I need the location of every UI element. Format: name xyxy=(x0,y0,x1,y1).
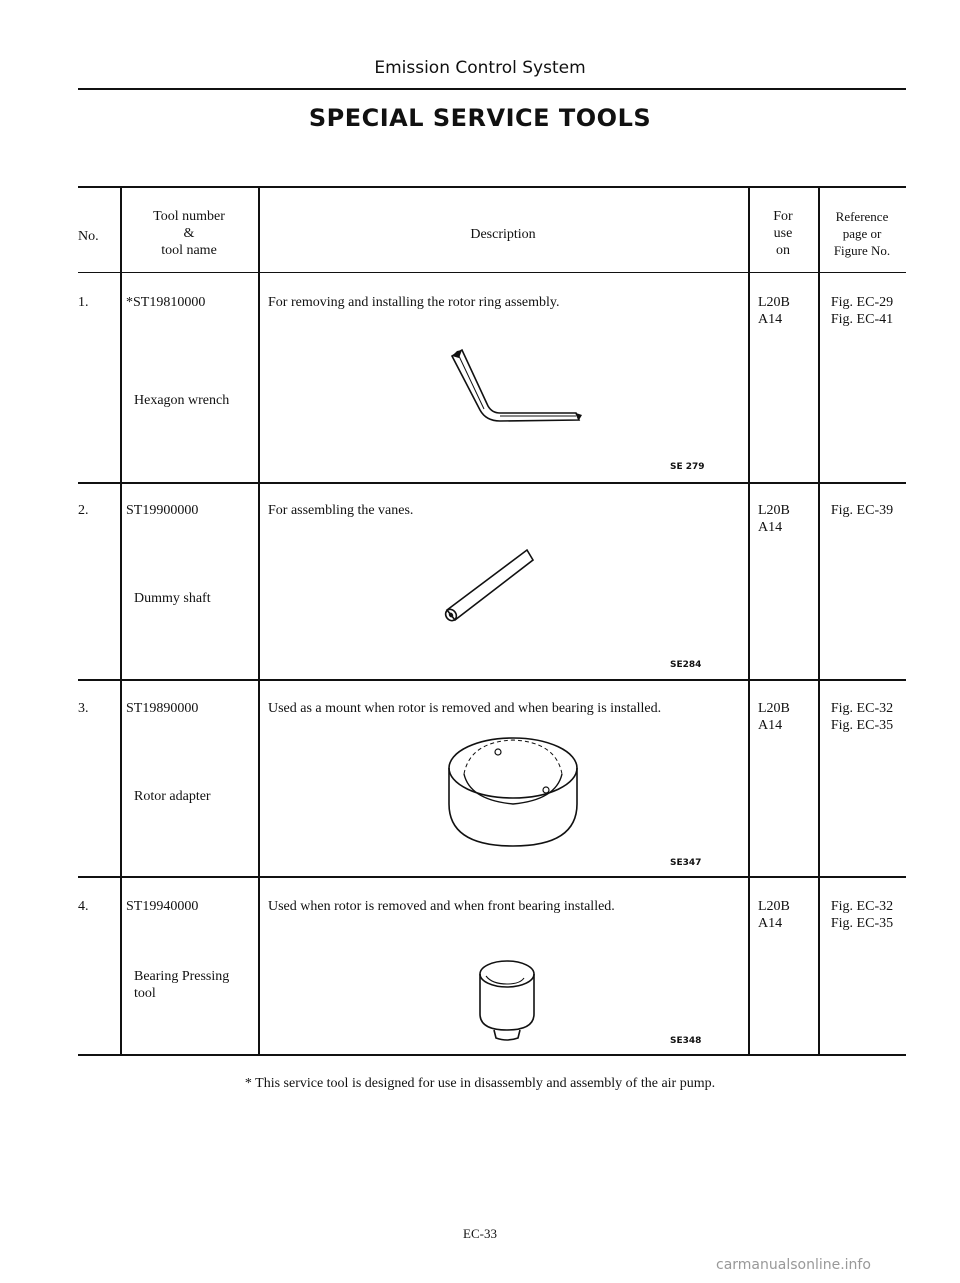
tool-number: ST19900000 xyxy=(126,503,199,518)
col-divider xyxy=(748,186,750,1056)
row-number: 3. xyxy=(78,701,89,716)
use-on-line: A14 xyxy=(758,916,783,931)
reference-line: Fig. EC-32 xyxy=(830,899,894,914)
use-on xyxy=(758,898,790,932)
header-use-line: on xyxy=(776,243,790,258)
header-tool-line: tool name xyxy=(161,243,217,258)
row-number: 2. xyxy=(78,503,89,518)
header-ref-line: page or xyxy=(842,226,882,241)
illustration-code: SE 279 xyxy=(670,462,705,472)
use-on-line: A14 xyxy=(758,718,783,733)
page-number: EC-33 xyxy=(463,1226,497,1241)
header-use-line: use xyxy=(773,226,793,241)
use-on-line: L20B xyxy=(758,295,790,310)
table-top-rule xyxy=(78,186,906,188)
reference xyxy=(818,502,906,519)
tool-name: Dummy shaft xyxy=(134,591,211,606)
hexagon-wrench-icon xyxy=(448,346,598,436)
page-title: SPECIAL SERVICE TOOLS xyxy=(308,104,652,132)
tool-number: ST19940000 xyxy=(126,899,199,914)
header-description: Description xyxy=(470,227,536,242)
header-ref-line: Reference xyxy=(835,209,889,224)
dummy-shaft-icon xyxy=(433,544,543,629)
col-divider xyxy=(120,186,122,1056)
reference-line: Fig. EC-39 xyxy=(830,503,894,518)
rotor-adapter-icon xyxy=(440,734,590,852)
tool-description: Used as a mount when rotor is removed and when bearing is installed. xyxy=(268,701,662,716)
header-ref-line: Figure No. xyxy=(833,243,891,258)
row-divider xyxy=(78,679,906,681)
bearing-pressing-tool-icon xyxy=(472,956,542,1044)
use-on-line: L20B xyxy=(758,899,790,914)
tool-description: Used when rotor is removed and when front bearing installed. xyxy=(268,899,615,914)
tool-name: Bearing Pressing tool xyxy=(134,969,230,1001)
row-divider xyxy=(78,876,906,878)
use-on-line: A14 xyxy=(758,312,783,327)
tools-table xyxy=(78,186,906,1056)
use-on-line: L20B xyxy=(758,503,790,518)
tool-number: *ST19810000 xyxy=(126,295,206,310)
header-rule xyxy=(78,88,906,90)
header-tool-line: & xyxy=(183,226,195,241)
use-on xyxy=(758,700,790,734)
header-tool xyxy=(120,208,258,259)
reference-line: Fig. EC-35 xyxy=(830,916,894,931)
illustration-code: SE348 xyxy=(670,1036,702,1046)
row-number: 4. xyxy=(78,899,89,914)
watermark: carmanualsonline.info xyxy=(716,1257,871,1273)
row-divider xyxy=(78,482,906,484)
section-header: Emission Control System xyxy=(374,58,586,78)
header-no: No. xyxy=(78,229,99,244)
reference-line: Fig. EC-32 xyxy=(830,701,894,716)
table-bottom-rule xyxy=(78,1054,906,1056)
tool-description: For assembling the vanes. xyxy=(268,503,414,518)
header-tool-line: Tool number xyxy=(153,209,225,224)
table-header-rule xyxy=(78,272,906,273)
reference xyxy=(818,898,906,932)
use-on-line: A14 xyxy=(758,520,783,535)
illustration-code: SE284 xyxy=(670,660,702,670)
reference xyxy=(818,700,906,734)
row-number: 1. xyxy=(78,295,89,310)
use-on xyxy=(758,502,790,536)
illustration-code: SE347 xyxy=(670,858,702,868)
use-on xyxy=(758,294,790,328)
footnote: * This service tool is designed for use in disassembly and assembly of the air pump. xyxy=(244,1076,716,1091)
use-on-line: L20B xyxy=(758,701,790,716)
reference-line: Fig. EC-41 xyxy=(830,312,894,327)
tool-name: Rotor adapter xyxy=(134,789,211,804)
header-reference xyxy=(818,208,906,259)
reference xyxy=(818,294,906,328)
reference-line: Fig. EC-29 xyxy=(830,295,894,310)
reference-line: Fig. EC-35 xyxy=(830,718,894,733)
tool-description: For removing and installing the rotor ring assembly. xyxy=(268,295,560,310)
col-divider xyxy=(258,186,260,1056)
tool-number: ST19890000 xyxy=(126,701,199,716)
header-use xyxy=(748,208,818,259)
tool-name: Hexagon wrench xyxy=(134,393,230,408)
header-use-line: For xyxy=(773,209,793,224)
